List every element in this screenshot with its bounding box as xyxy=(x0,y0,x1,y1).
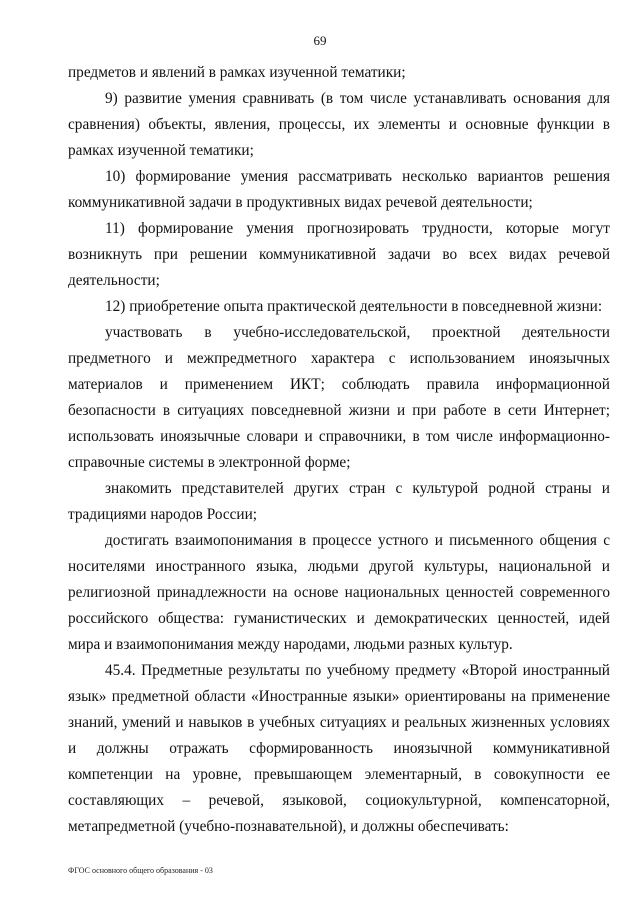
paragraph-item-11: 11) формирование умения прогнозировать трудности, которые могут возникнуть при решении коммуникативной задачи во всех видах речевой деятельности; xyxy=(68,220,610,289)
paragraph-section-45-4: 45.4. Предметные результаты по учебному предмету «Второй иностранный язык» предметной области «Иностранные языки» ориентированы на применение знаний, умений и навыков в учебных ситуациях и реальных жизненных условиях и должны отражать сформированность иноязычной коммуникативной компетенции на уровне, превышающем элементарный, в совокупности ее составляющих – речевой, языковой, социокультурной, компенсаторной, метапредметной (учебно-познавательной), и должны обеспечивать: xyxy=(68,662,610,835)
paragraph-item-10: 10) формирование умения рассматривать несколько вариантов решения коммуникативной задачи в продуктивных видах речевой деятельности; xyxy=(68,168,610,211)
paragraph-understanding: достигать взаимопонимания в процессе устного и письменного общения с носителями иностранного языка, людьми другой культуры, национальной и религиозной принадлежности на основе национальных ценностей современного российского общества: гуманистических и демократических ценностей, идей мира и взаимопонимания между народами, людьми разных культур. xyxy=(68,532,610,653)
page-number: 69 xyxy=(313,33,327,48)
document-body xyxy=(68,60,610,840)
paragraph-item-9: 9) развитие умения сравнивать (в том числе устанавливать основания для сравнения) объекты, явления, процессы, их элементы и основные функции в рамках изученной тематики; xyxy=(68,90,610,159)
paragraph-item-12: 12) приобретение опыта практической деятельности в повседневной жизни: xyxy=(105,298,603,315)
paragraph-continuation: предметов и явлений в рамках изученной тематики; xyxy=(68,64,406,81)
paragraph-participate: участвовать в учебно-исследовательской, проектной деятельности предметного и межпредметного характера с использованием иноязычных материалов и применением ИКТ; соблюдать правила информационной безопасности в ситуациях повседневной жизни и при работе в сети Интернет; использовать иноязычные словари и справочники, в том числе информационно-справочные системы в электронной форме; xyxy=(68,324,610,471)
document-footer: ФГОС основного общего образования - 03 xyxy=(68,866,213,875)
paragraph-introduce: знакомить представителей других стран с культурой родной страны и традициями народов России; xyxy=(68,480,610,523)
